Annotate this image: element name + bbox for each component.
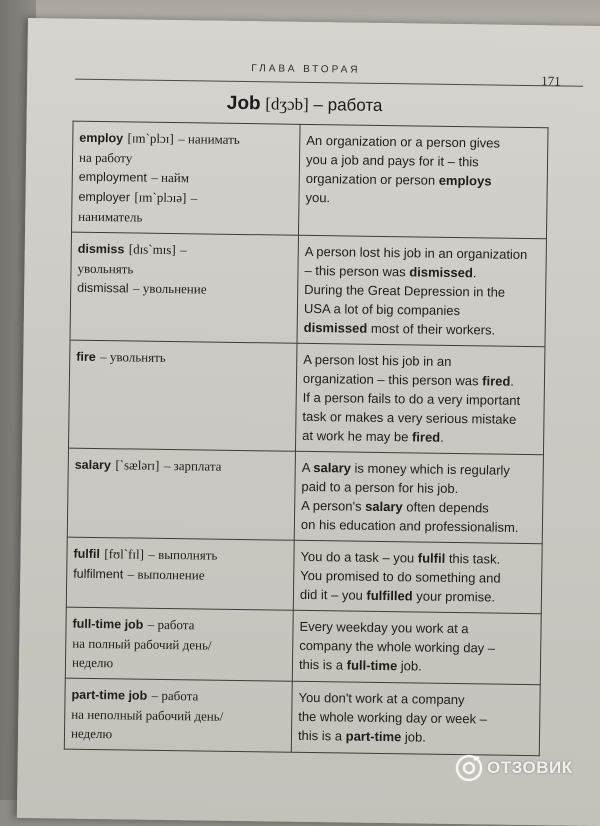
vocab-row (70, 232, 546, 347)
derived-word: employment (78, 169, 147, 185)
term-cell (70, 232, 298, 343)
header-rule (75, 79, 583, 87)
highlighted-term: fulfil (417, 550, 446, 566)
definition-text: task or makes a very serious mistake (302, 408, 517, 427)
highlighted-term: fulfilled (366, 587, 413, 604)
definition-line (301, 515, 536, 537)
russian-translation: наниматель (78, 208, 143, 225)
watermark (455, 754, 573, 782)
definition-text: company the whole working day – (299, 637, 496, 656)
definition-text: job. (401, 729, 426, 745)
derived-word: dismissal (77, 280, 129, 296)
definition-text: – this person was (304, 262, 410, 280)
vocab-row (68, 340, 544, 455)
russian-translation: – увольнять (100, 349, 166, 365)
title-word: Job (226, 92, 261, 115)
highlighted-term: dismissed (409, 264, 473, 281)
definition-text: You don't work at a company (298, 689, 465, 708)
transcription: [dɪs`mɪs] (128, 241, 176, 258)
russian-translation: – выполнять (148, 546, 218, 563)
term-cell (65, 607, 293, 681)
russian-translation: – выполнение (127, 566, 205, 583)
headword: part-time job (71, 687, 148, 703)
russian-translation: – нанимать (178, 131, 240, 147)
headword: fire (76, 349, 96, 364)
definition-text: your promise. (412, 588, 496, 605)
definition-text: An organization or a person gives (306, 132, 501, 151)
transcription: [ɪm`plɔɪ] (127, 130, 174, 147)
russian-translation: – (180, 242, 187, 258)
russian-translation: на полный рабочий день/ (72, 635, 212, 653)
russian-translation: неделю (71, 654, 114, 671)
definition-text: During the Great Depression in the (304, 281, 506, 300)
transcription: [ɪm`plɔɪə] (134, 189, 187, 206)
russian-translation: неделю (70, 725, 113, 742)
definition-text: on his education and professionalism. (300, 516, 519, 535)
definition-text: paid to a person for his job. (301, 478, 459, 497)
definition-text: did it – you (299, 586, 367, 603)
title-dash: – (313, 94, 324, 115)
russian-translation: – зарплата (163, 457, 222, 474)
definition-text: you a job and pays for it – this (305, 151, 479, 170)
russian-translation: – увольнение (132, 280, 207, 297)
term-cell (72, 121, 301, 235)
term-line (75, 455, 289, 478)
definition-text: you. (305, 189, 331, 206)
term-line (78, 207, 292, 229)
term-cell (68, 340, 296, 451)
definition-text: If a person fails to do a very important (302, 389, 521, 408)
russian-translation: – работа (147, 616, 195, 633)
definition-line (305, 188, 540, 210)
definition-text: USA a lot of big companies (303, 300, 461, 319)
vocab-row (66, 537, 542, 614)
page-number: 171 (541, 73, 561, 89)
definition-cell (294, 451, 543, 543)
definition-text: this task. (445, 550, 501, 567)
derived-word: fulfilment (73, 566, 124, 582)
definition-line (302, 426, 537, 448)
definition-cell (292, 610, 541, 684)
definition-text: You do a task – you (300, 548, 418, 566)
vocab-row (64, 678, 540, 756)
term-cell (64, 678, 292, 752)
definition-cell (297, 235, 546, 346)
headword: dismiss (77, 241, 125, 257)
russian-translation: на неполный рабочий день/ (71, 706, 224, 724)
running-head: ГЛАВА ВТОРАЯ (251, 63, 361, 76)
vocabulary-table (64, 121, 549, 757)
definition-text: this is a (297, 727, 346, 744)
book-page (17, 18, 600, 826)
highlighted-term: salary (365, 498, 403, 515)
definition-text: job. (397, 658, 422, 674)
otzovik-logo-icon (455, 754, 483, 782)
vocab-row (65, 607, 541, 685)
vocab-row (67, 448, 543, 544)
russian-translation: на работу (78, 149, 133, 166)
term-cell (66, 537, 294, 610)
highlighted-term: employs (438, 172, 492, 189)
russian-translation: увольнять (77, 260, 134, 277)
definition-text: . (510, 373, 515, 389)
definition-text: A person lost his job in an (303, 351, 452, 369)
definition-cell (293, 540, 542, 613)
definition-text: organization or person (305, 170, 439, 188)
definition-text: the whole working day or week – (298, 708, 487, 727)
vocab-row (72, 121, 549, 239)
highlighted-term: salary (313, 460, 352, 476)
definition-text: A person's (301, 497, 366, 514)
definition-text: organization – this person was (302, 370, 483, 389)
definition-text: A person lost his job in an organization (304, 243, 528, 262)
transcription: [fʊl`fɪl] (104, 546, 145, 562)
watermark-text: ОТЗОВИК (487, 758, 573, 777)
term-cell (67, 448, 295, 540)
term-line (76, 347, 290, 370)
definition-text: is money which is regularly (350, 460, 510, 478)
highlighted-term: dismissed (303, 319, 368, 336)
headword: salary (74, 457, 112, 473)
title-transcription: [dʒɔb] (265, 94, 309, 114)
definition-line (298, 726, 533, 748)
definition-text: Every weekday you work at a (299, 618, 469, 637)
definition-text: . (440, 429, 444, 445)
definition-line (306, 169, 541, 191)
definition-text: often depends (402, 499, 489, 516)
derived-word: employer (78, 189, 131, 205)
definition-text: . (472, 265, 477, 281)
highlighted-term: fired (411, 429, 441, 445)
term-line (77, 278, 291, 301)
definition-line (304, 318, 539, 340)
definition-cell (298, 124, 548, 238)
highlighted-term: part-time (345, 728, 402, 745)
definition-text: at work he may be (302, 427, 413, 445)
russian-translation: – (190, 190, 198, 206)
definition-cell (295, 343, 544, 454)
term-line (72, 653, 286, 675)
headword: full-time job (72, 616, 144, 632)
definition-line (299, 655, 534, 677)
highlighted-term: fired (482, 373, 511, 389)
transcription: [`sælərɪ] (115, 457, 160, 473)
definition-cell (291, 681, 540, 755)
definition-text: You promised to do something and (300, 567, 501, 586)
russian-translation: – найм (151, 169, 190, 186)
definition-text: most of their workers. (367, 320, 496, 338)
russian-translation: – работа (151, 687, 199, 704)
term-line (71, 724, 285, 746)
definition-line (300, 585, 535, 607)
headword: employ (79, 130, 124, 146)
term-line (73, 564, 287, 587)
title-translation: работа (327, 95, 383, 115)
section-title (227, 93, 383, 117)
headword: fulfil (73, 546, 101, 562)
highlighted-term: full-time (346, 657, 398, 674)
definition-text: this is a (298, 656, 347, 673)
definition-text: A (301, 459, 314, 476)
